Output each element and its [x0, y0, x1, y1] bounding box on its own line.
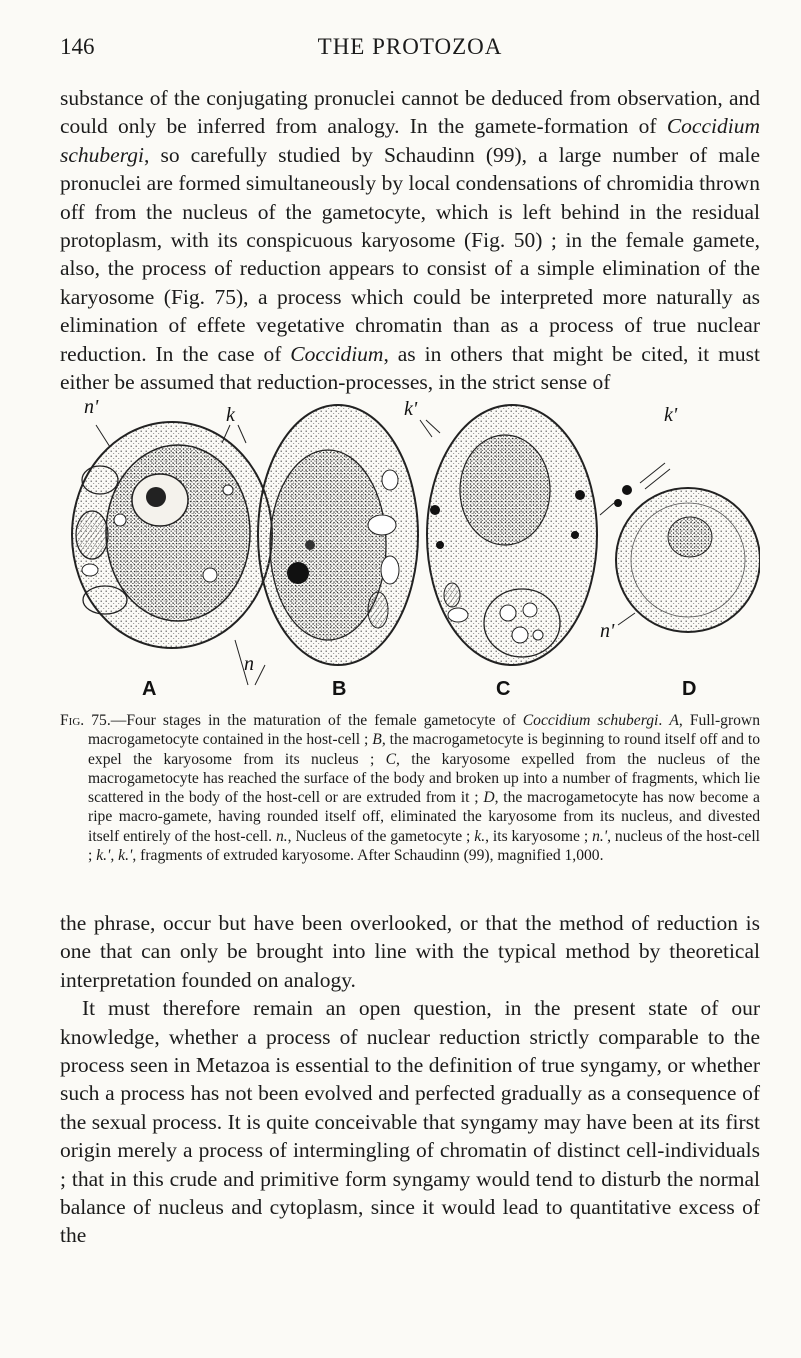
label-n-prime-a: n' [84, 396, 99, 418]
caption-text-9: , the karyosome expelled from the nucleus of the macrogametocyte has reached the surface of the body and broken up into a number of fragments, which lie scattered in the body of the host-cell or are extruded from it ; [88, 750, 760, 807]
caption-text-5: , Full-grown macrogametocyte contained in the host-cell ; [88, 712, 760, 749]
caption-text-17: , nucleus of the host-cell ; [88, 827, 760, 865]
caption-fig-label: Fig [60, 712, 81, 729]
caption-text-1: . 75.—Four stages in the maturation of the female gametocyte of [80, 712, 523, 729]
caption-key-b: B [372, 731, 382, 749]
caption-key-n-prime: n.' [592, 827, 608, 845]
caption-key-k: k. [474, 827, 486, 845]
caption-text-15: , its karyosome ; [485, 827, 593, 845]
panel-label-c: C [496, 678, 511, 700]
label-k-prime-d: k' [664, 404, 678, 426]
body-paragraph-1 [60, 84, 760, 396]
page-header [60, 34, 760, 64]
label-k-prime-c: k' [404, 398, 418, 420]
caption-text-13: , Nucleus of the gametocyte ; [287, 827, 475, 845]
panel-c-drawing [420, 405, 614, 665]
panel-label-a: A [142, 678, 157, 700]
caption-key-n: n. [275, 827, 288, 845]
panel-a-drawing [72, 422, 272, 685]
label-k-a: k [226, 404, 235, 426]
p2-new-paragraph: It must therefore remain an open question, in the present state of our knowledge, whether a process of nuclear reduction strictly comparable to the process seen in Metazoa is essential to the definition of true syngamy, or whether such a process has not been evolved and perfected gradually as a consequence of the sexual process. It is quite conceivable that syngamy may have been at its first origin merely a process of intermingling of chromatin of distinct cell-individuals ; that in this crude and primitive form syngamy would tend to disturb the normal balance of nucleus and cytoplasm, since it would lead to quantitative excess of the [60, 996, 760, 1248]
panel-b-drawing [258, 405, 418, 665]
p1-genus-name: Coccidium [290, 341, 384, 366]
p2-continuation: the phrase, occur but have been overlooked, or that the method of reduction is one that can only be brought into line with the typical method by theoretical interpretation founded on analogy. [60, 911, 760, 992]
figure-caption [60, 711, 760, 865]
panel-label-b: B [332, 678, 347, 700]
figure-75 [60, 385, 760, 705]
caption-text-7: , the macrogametocyte is beginning to round itself off and to expel the karyosome from its nucleus ; [88, 731, 760, 768]
body-paragraph-2 [60, 909, 760, 1250]
figure-75-illustration [60, 385, 760, 705]
p1-species-name: Coccidium schubergi [60, 114, 760, 167]
caption-text-19: , fragments of extruded karyosome. After Schaudinn (99), magnified 1,000. [132, 847, 604, 865]
p1-text-a: substance of the conjugating pronuclei cannot be deduced from observation, and could only be inferred from analogy. In the gamete-formation of [60, 86, 760, 139]
label-n-a: n [244, 653, 254, 675]
caption-text-11: , the macrogametocyte has now become a ripe macro-gamete, having rounded itself off, eliminated the karyosome from its nucleus, and divested itself entirely of the host-cell. [88, 789, 760, 845]
caption-key-c: C [385, 750, 397, 768]
caption-text-3: . [658, 712, 670, 729]
page-number: 146 [60, 34, 95, 59]
p1-text-c: , so carefully studied by Schaudinn (99), a large number of male pronuclei are formed simultaneously by local condensations of chromidia thrown off from the nucleus of the gametocyte, which is left behind in the residual protoplasm, with its conspicuous karyosome (Fig. 50) ; in the female gamete, also, the process of reduction appears to consist of a simple elimination of the karyosome (Fig. 75), a process which could be interpreted more naturally as elimination of effete vegetative chromatin than as a process of true nuclear reduction. In the case of [60, 142, 760, 366]
caption-key-d: D [483, 789, 495, 807]
panel-d-drawing [614, 463, 760, 632]
label-n-prime-d: n' [600, 620, 615, 642]
caption-key-a: A [669, 712, 679, 729]
caption-hang [60, 711, 760, 865]
running-head: THE PROTOZOA [317, 34, 503, 59]
p1-text-e: , as in others that might be cited, it must either be assumed that reduction-processes, in the strict sense of [60, 341, 760, 395]
panel-label-d: D [682, 678, 697, 700]
caption-species: Coccidium schubergi [522, 712, 659, 729]
caption-key-k-prime: k.', k.' [96, 847, 133, 865]
